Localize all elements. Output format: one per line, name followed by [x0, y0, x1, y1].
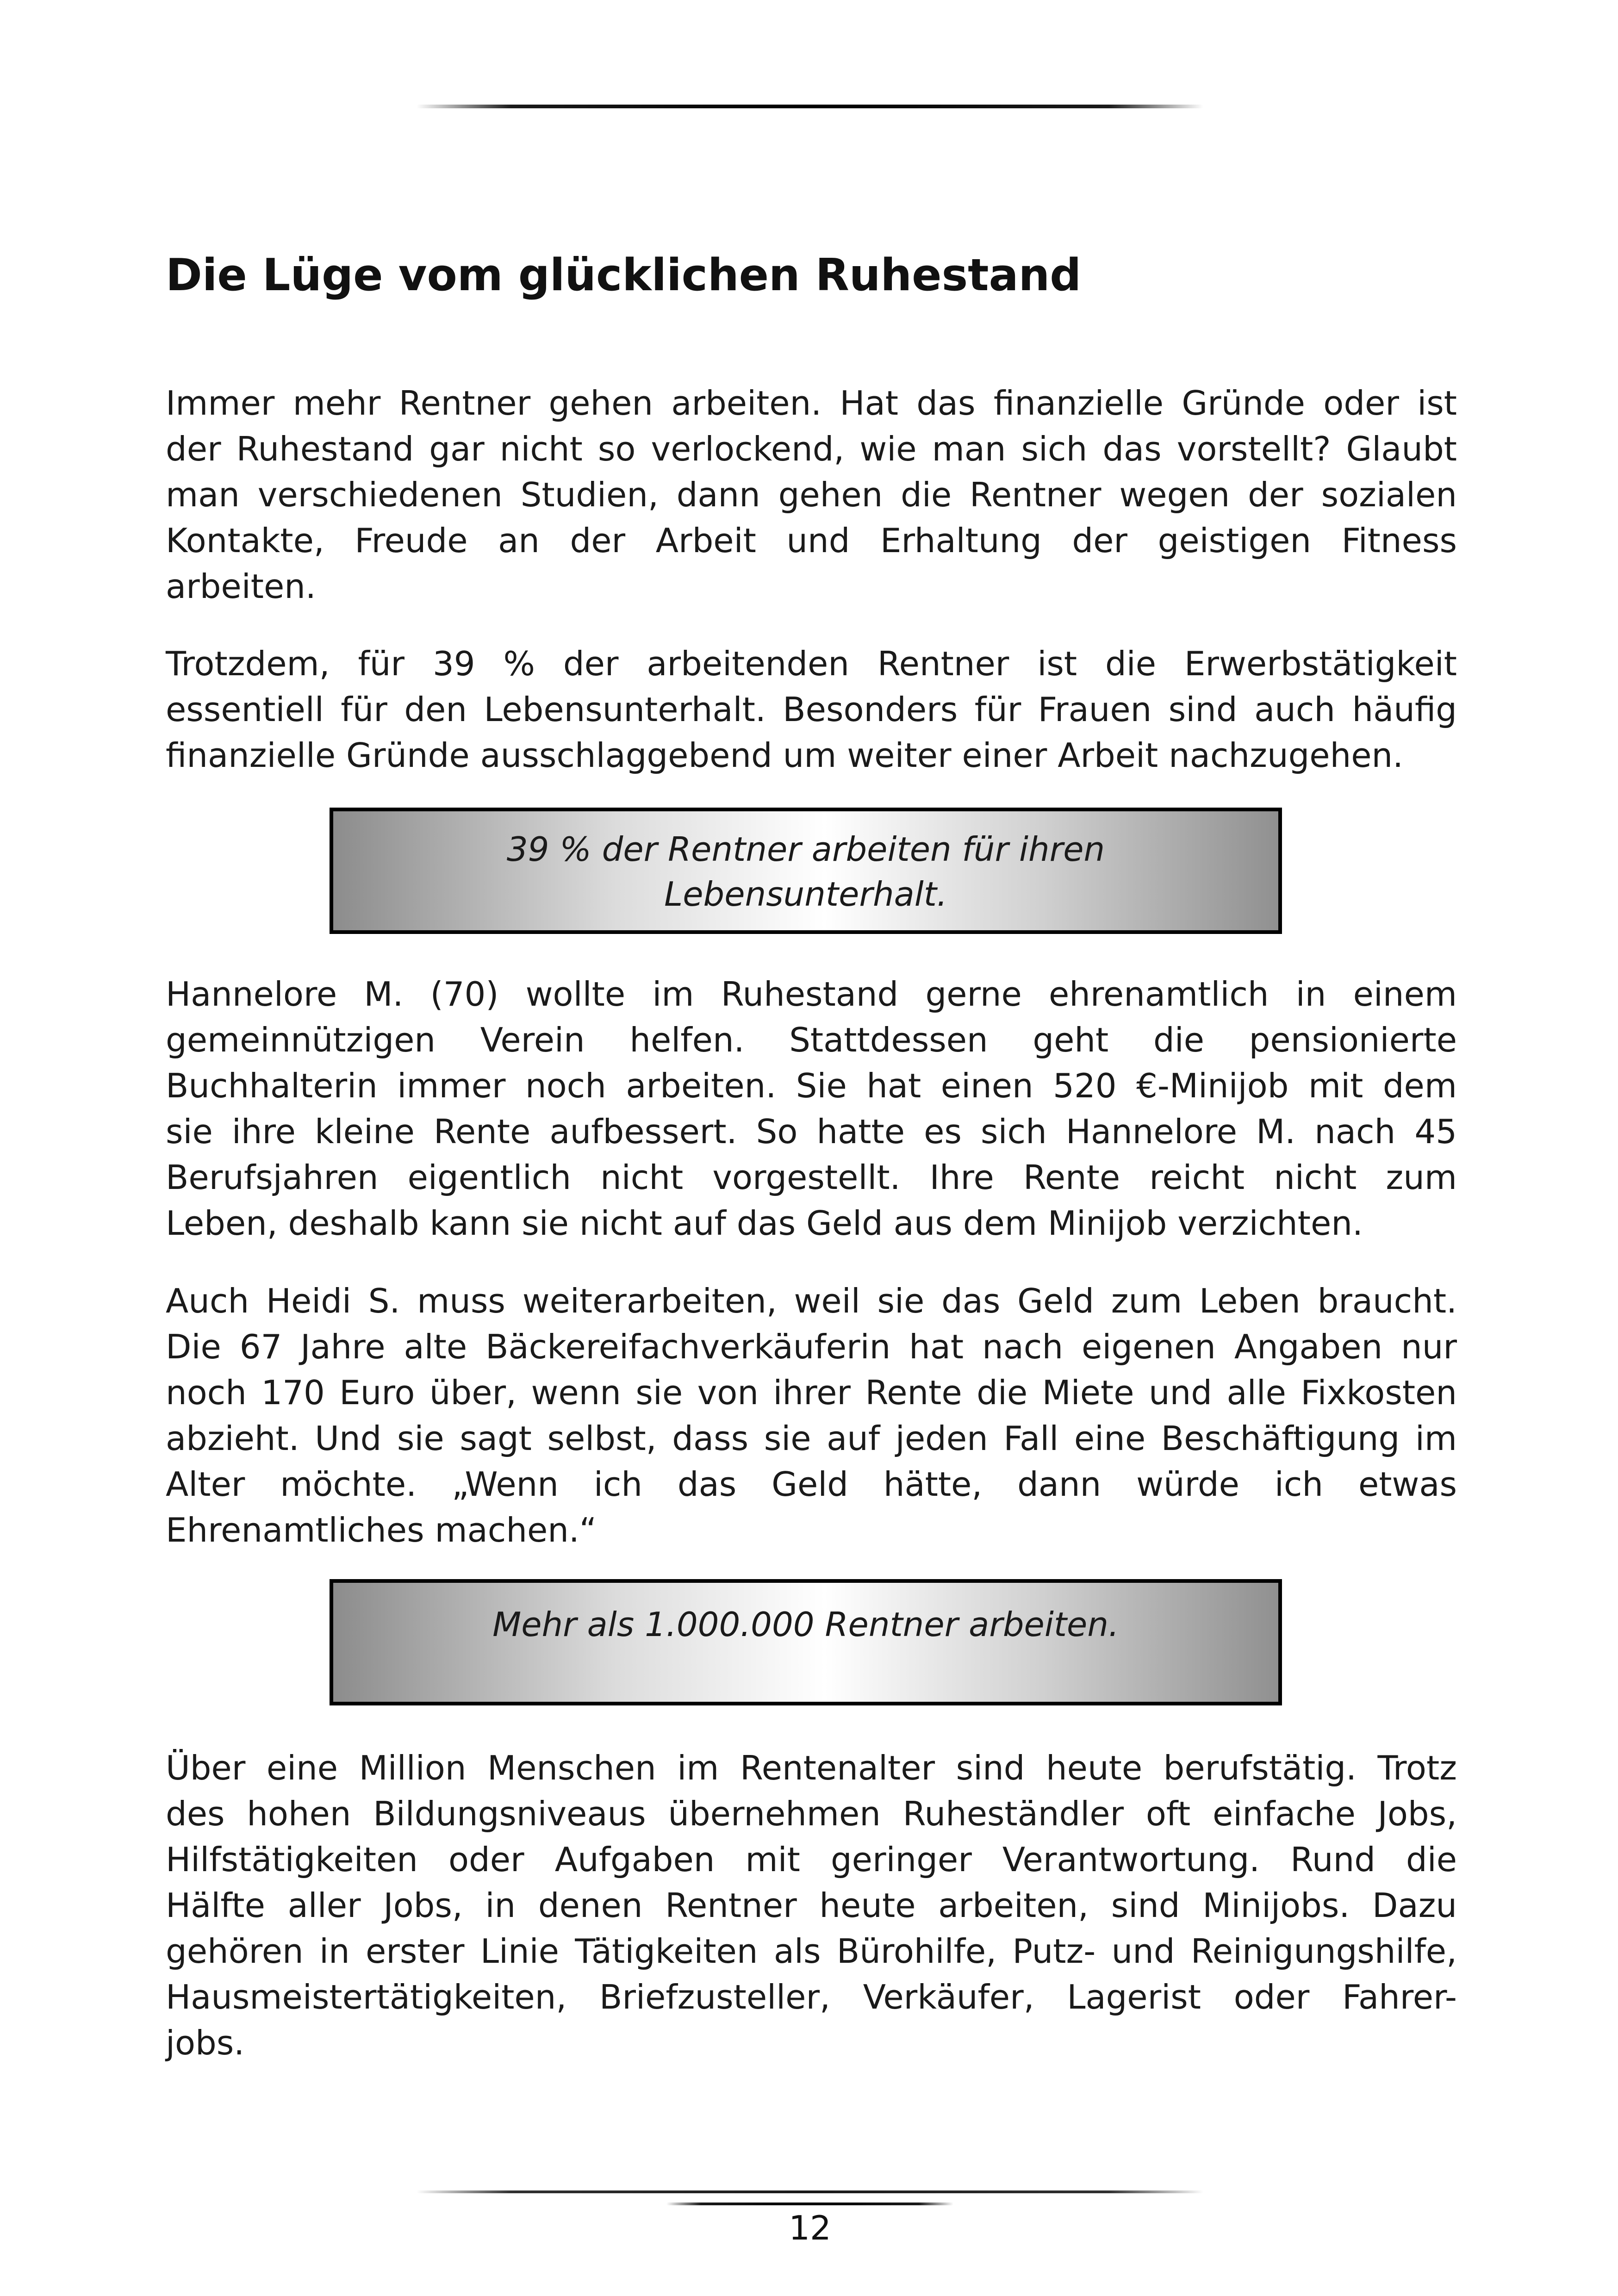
- paragraph-line: Hannelore M. (70) wollte im Ruhestand gerne ehrenamtlich in einem: [166, 975, 1457, 1014]
- footer-rule: [417, 2190, 1203, 2193]
- paragraph-line: Über eine Million Menschen im Rentenalter sind heute berufstätig. Trotz: [166, 1748, 1457, 1787]
- paragraph-line: finanzielle Gründe ausschlaggebend um weiter einer Arbeit nachzugehen.: [166, 736, 1404, 775]
- paragraph-line: Alter möchte. „Wenn ich das Geld hätte, dann würde ich etwas: [166, 1465, 1457, 1504]
- paragraph-line: Berufsjahren eigentlich nicht vorgestellt. Ihre Rente reicht nicht zum: [166, 1158, 1457, 1197]
- paragraph-line: man verschiedenen Studien, dann gehen die Rentner wegen der sozialen: [166, 475, 1457, 514]
- page-title: Die Lüge vom glücklichen Ruhestand: [166, 250, 1082, 301]
- paragraph-line: der Ruhestand gar nicht so verlockend, wie man sich das vorstellt? Glaubt: [166, 429, 1457, 468]
- paragraph-line: jobs.: [166, 2023, 245, 2062]
- paragraph-1: [166, 380, 1457, 610]
- paragraph-line: gehören in erster Linie Tätigkeiten als Bürohilfe, Putz- und Reinigungshilfe,: [166, 1932, 1457, 1971]
- header-rule: [417, 105, 1203, 108]
- paragraph-line: Leben, deshalb kann sie nicht auf das Geld aus dem Minijob verzichten.: [166, 1204, 1363, 1243]
- paragraph-line: gemeinnützigen Verein helfen. Stattdessen geht die pensionierte: [166, 1020, 1457, 1059]
- callout-box-2: [330, 1579, 1282, 1705]
- footer-rule-short: [666, 2203, 953, 2205]
- paragraph-line: Kontakte, Freude an der Arbeit und Erhaltung der geistigen Fitness: [166, 521, 1457, 560]
- paragraph-line: Trotzdem, für 39 % der arbeitenden Rentner ist die Erwerbstätigkeit: [166, 644, 1457, 683]
- page-number: 12: [789, 2209, 831, 2247]
- paragraph-line: abzieht. Und sie sagt selbst, dass sie auf jeden Fall eine Beschäftigung im: [166, 1419, 1457, 1458]
- paragraph-3: [166, 971, 1457, 1246]
- callout-line: Lebensunterhalt.: [664, 875, 947, 914]
- paragraph-line: Hausmeistertätigkeiten, Briefzusteller, Verkäufer, Lagerist oder Fahrer-: [166, 1978, 1457, 2016]
- callout-line: 39 % der Rentner arbeiten für ihren: [506, 830, 1105, 869]
- paragraph-line: Buchhalterin immer noch arbeiten. Sie hat einen 520 €-Minijob mit dem: [166, 1066, 1457, 1105]
- paragraph-4: [166, 1278, 1457, 1553]
- callout-box-1: [330, 808, 1282, 934]
- paragraph-2: [166, 641, 1457, 778]
- paragraph-line: des hohen Bildungsniveaus übernehmen Ruheständler oft einfache Jobs,: [166, 1794, 1457, 1833]
- paragraph-line: sie ihre kleine Rente aufbessert. So hatte es sich Hannelore M. nach 45: [166, 1112, 1457, 1151]
- paragraph-line: noch 170 Euro über, wenn sie von ihrer Rente die Miete und alle Fixkosten: [166, 1373, 1457, 1412]
- paragraph-line: Hälfte aller Jobs, in denen Rentner heute arbeiten, sind Minijobs. Dazu: [166, 1886, 1457, 1925]
- paragraph-line: Ehrenamtliches machen.“: [166, 1511, 597, 1549]
- paragraph-line: Hilfstätigkeiten oder Aufgaben mit geringer Verantwortung. Rund die: [166, 1840, 1457, 1879]
- paragraph-line: Die 67 Jahre alte Bäckereifachverkäuferin hat nach eigenen Angaben nur: [166, 1327, 1457, 1366]
- paragraph-line: arbeiten.: [166, 567, 316, 606]
- callout-line: Mehr als 1.000.000 Rentner arbeiten.: [492, 1605, 1119, 1644]
- paragraph-line: Immer mehr Rentner gehen arbeiten. Hat das finanzielle Gründe oder ist: [166, 384, 1457, 423]
- paragraph-line: essentiell für den Lebensunterhalt. Besonders für Frauen sind auch häufig: [166, 690, 1457, 729]
- paragraph-line: Auch Heidi S. muss weiterarbeiten, weil sie das Geld zum Leben braucht.: [166, 1282, 1457, 1320]
- paragraph-5: [166, 1745, 1457, 2066]
